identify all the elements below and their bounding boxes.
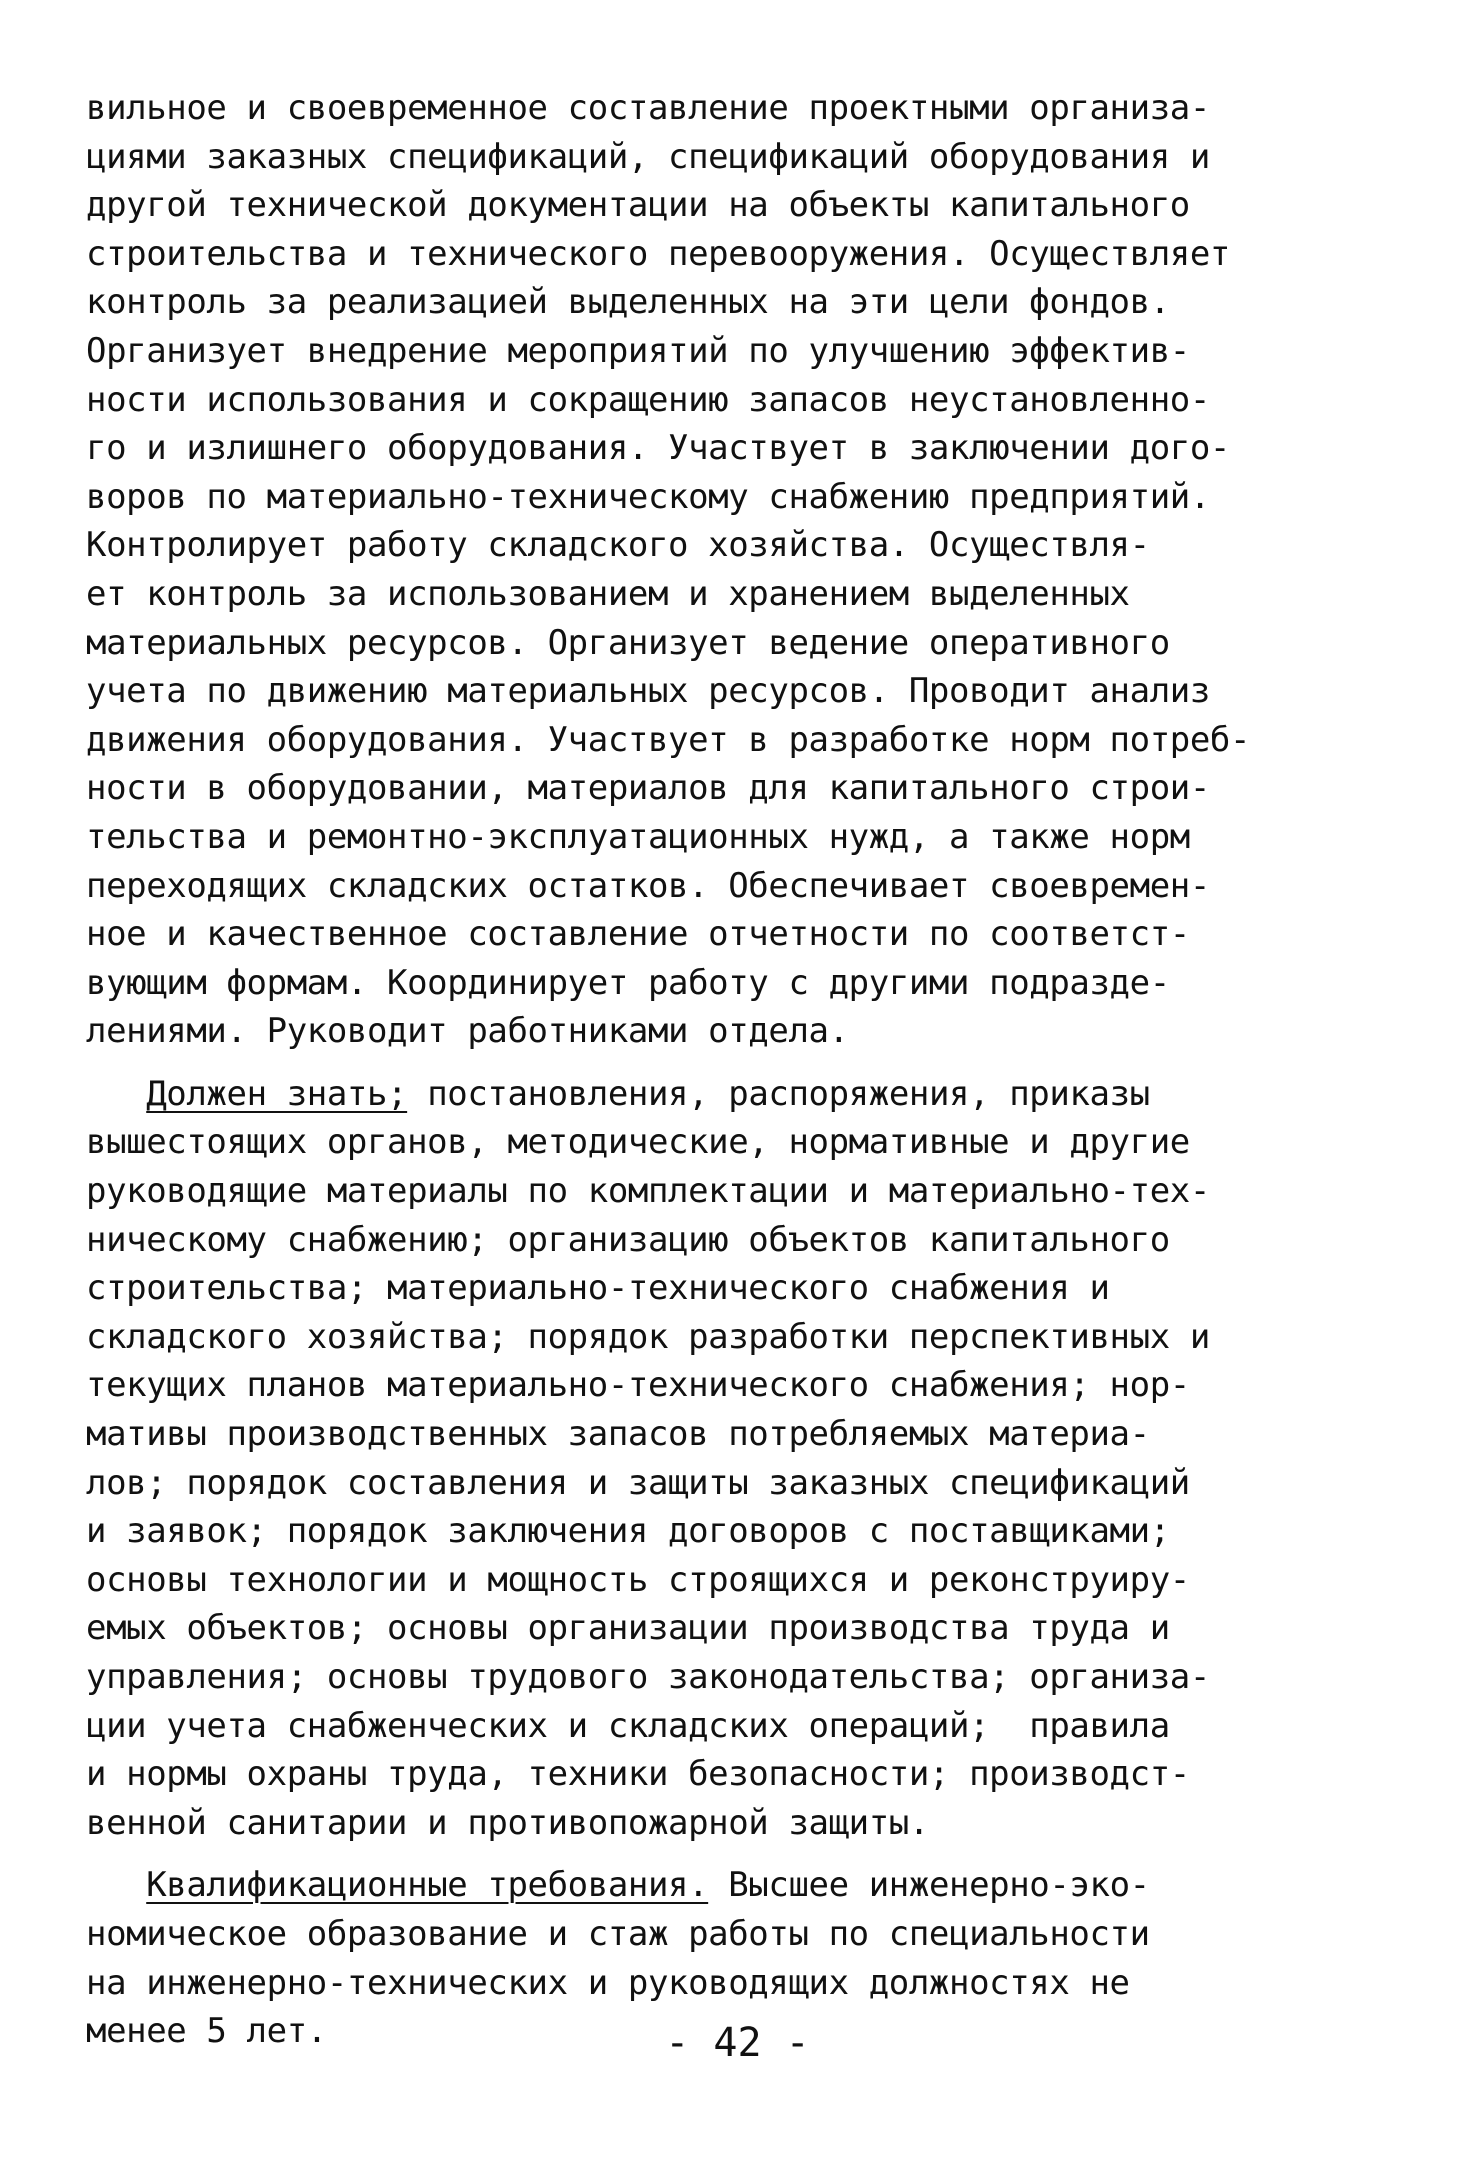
text-line: лов; порядок составления и защиты заказных спецификаций [86,1462,1190,1503]
text-line: складского хозяйства; порядок разработки перспективных и [86,1316,1210,1357]
text-line: ности использования и сокращению запасов неустановленно- [86,379,1210,420]
text-line: другой технической документации на объекты капитального [86,185,1190,226]
paragraph-spacer [86,1056,1406,1070]
text-line: менее 5 лет. [86,2011,327,2052]
paragraph-spacer [86,1847,1406,1861]
text-line: вильное и своевременное составление проектными организа- [86,88,1210,128]
text-line: вышестоящих органов, методические, нормативные и другие [86,1122,1190,1163]
text-line: мативы производственных запасов потребляемых материа- [86,1414,1150,1455]
text-line: ническому снабжению; организацию объектов капитального [86,1219,1170,1260]
text-line: го и излишнего оборудования. Участвует в заключении дого- [86,428,1230,469]
text-line: ет контроль за использованием и хранением выделенных [86,573,1130,614]
text-line: ности в оборудовании, материалов для капитального строи- [86,768,1210,809]
paragraph-first-line [86,1070,1406,1119]
text-line: и нормы охраны труда, техники безопасности; производст- [86,1754,1190,1795]
text-line: строительства; материально-технического снабжения и [86,1268,1110,1309]
text-line: Контролирует работу складского хозяйства. Осуществля- [86,525,1150,566]
indent [86,1074,146,1114]
text-line: номическое образование и стаж работы по специальности [86,1913,1150,1954]
document-page [86,84,1406,2056]
text-line: емых объектов; основы организации производства труда и [86,1608,1170,1649]
section-heading-qualification: Квалификационные требования. [146,1865,709,1906]
text-run: Высшее инженерно-эко- [708,1865,1150,1906]
text-line: циями заказных спецификаций, спецификаций оборудования и [86,136,1210,177]
text-line: Организует внедрение мероприятий по улучшению эффектив- [86,330,1190,371]
text-line: вующим формам. Координирует работу с другими подразде- [86,962,1170,1003]
text-line: и заявок; порядок заключения договоров с поставщиками; [86,1511,1170,1552]
text-line: лениями. Руководит работниками отдела. [86,1011,849,1052]
text-line: венной санитарии и противопожарной защиты. [86,1802,929,1843]
section-heading-must-know: Должен знать; [146,1073,408,1114]
text-line: руководящие материалы по комплектации и материально-тех- [86,1171,1210,1212]
text-line: на инженерно-технических и руководящих должностях не [86,1962,1130,2003]
paragraph-first-line [86,1861,1406,1910]
text-line: основы технологии и мощность строящихся и реконструиру- [86,1559,1190,1600]
text-line: учета по движению материальных ресурсов. Проводит анализ [86,671,1210,712]
text-line: ции учета снабженческих и складских операций; правила [86,1705,1170,1746]
text-run: постановления, распоряжения, приказы [407,1073,1150,1114]
paragraph-must-know [86,1070,1406,1848]
text-line: строительства и технического перевооружения. Осуществляет [86,233,1230,274]
indent [86,1865,146,1905]
paragraph-duties [86,84,1406,1056]
text-line: воров по материально-техническому снабжению предприятий. [86,476,1210,517]
text-line: материальных ресурсов. Организует ведение оперативного [86,622,1170,663]
text-line: контроль за реализацией выделенных на эти цели фондов. [86,282,1170,323]
text-line: текущих планов материально-технического снабжения; нор- [86,1365,1190,1406]
page-number: - 42 - [665,2020,810,2066]
text-line: переходящих складских остатков. Обеспечивает своевремен- [86,865,1210,906]
text-line: ное и качественное составление отчетности по соответст- [86,914,1190,955]
text-line: управления; основы трудового законодательства; организа- [86,1657,1210,1697]
text-line: тельства и ремонтно-эксплуатационных нужд, а также норм [86,816,1190,857]
text-line: движения оборудования. Участвует в разработке норм потреб- [86,719,1251,760]
